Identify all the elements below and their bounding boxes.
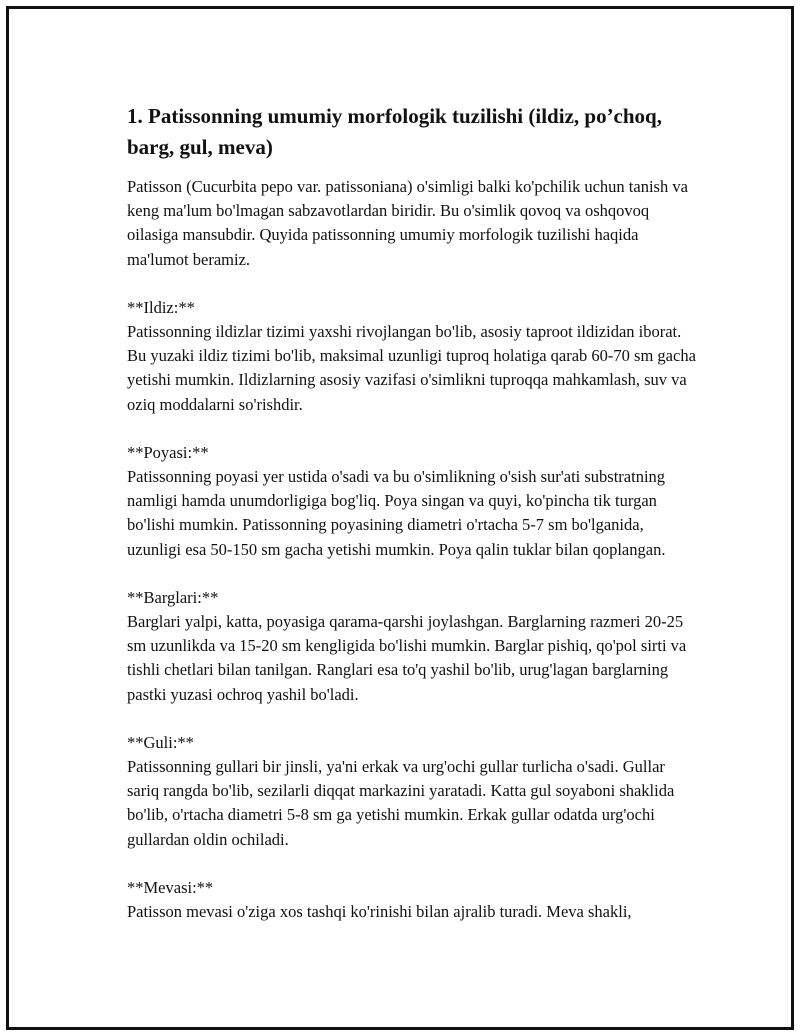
document-heading: 1. Patissonning umumiy morfologik tuzilishi (ildiz, po’choq, barg, gul, meva): [127, 104, 662, 159]
section-poyasi: [127, 441, 697, 562]
section-body: Patissonning ildizlar tizimi yaxshi rivojlangan bo'lib, asosiy taproot ildizidan iborat. Bu yuzaki ildiz tizimi bo'lib, maksimal uzunligi tuproq holatiga qarab 60-70 sm gacha yetishi mumkin. Ildizlarning asosiy vazifasi o'simlikni tuproqqa mahkamlash, suv va oziq moddalarni so'rishdir.: [127, 322, 696, 414]
section-title: **Guli:**: [127, 732, 194, 752]
section-body: Patissonning gullari bir jinsli, ya'ni erkak va urg'ochi gullar turlicha o'sadi. Gullar sariq rangda bo'lib, sezilarli diqqat markazini yaratadi. Katta gul soyaboni shaklida bo'lib, o'rtacha diametri 5-8 sm ga yetishi mumkin. Erkak gullar odatda urg'ochi gullardan oldin ochiladi.: [127, 757, 675, 849]
section-title: **Ildiz:**: [127, 297, 195, 317]
section-title: **Poyasi:**: [127, 442, 209, 462]
intro-paragraph: Patisson (Cucurbita pepo var. patissoniana) o'simligi balki ko'pchilik uchun tanish va keng ma'lum bo'lmagan sabzavotlardan biridir. Bu o'simlik qovoq va oshqovoq oilasiga mansubdir. Quyida patissonning umumiy morfologik tuzilishi haqida ma'lumot beramiz.: [127, 177, 688, 269]
document-content: [127, 101, 697, 924]
page-border: [6, 6, 794, 1030]
section-body: Barglari yalpi, katta, poyasiga qarama-qarshi joylashgan. Barglarning razmeri 20-25 sm uzunlikda va 15-20 sm kengligida bo'lishi mumkin. Barglar pishiq, qo'pol sirti va tishli chetlari bilan tanilgan. Ranglari esa to'q yashil bo'lib, urug'lagan barglarning pastki yuzasi ochroq yashil bo'ladi.: [127, 612, 687, 704]
section-title: **Mevasi:**: [127, 877, 214, 897]
section-mevasi: [127, 876, 697, 924]
section-guli: [127, 731, 697, 852]
section-ildiz: [127, 296, 697, 417]
section-body: Patissonning poyasi yer ustida o'sadi va bu o'simlikning o'sish sur'ati substratning namligi hamda unumdorligiga bog'liq. Poya singan va quyi, ko'pincha tik turgan bo'lishi mumkin. Patissonning poyasining diametri o'rtacha 5-7 sm bo'lganida, uzunligi esa 50-150 sm gacha yetishi mumkin. Poya qalin tuklar bilan qoplangan.: [127, 467, 666, 559]
section-body: Patisson mevasi o'ziga xos tashqi ko'rinishi bilan ajralib turadi. Meva shakli,: [127, 902, 632, 922]
section-title: **Barglari:**: [127, 587, 219, 607]
section-barglari: [127, 586, 697, 707]
